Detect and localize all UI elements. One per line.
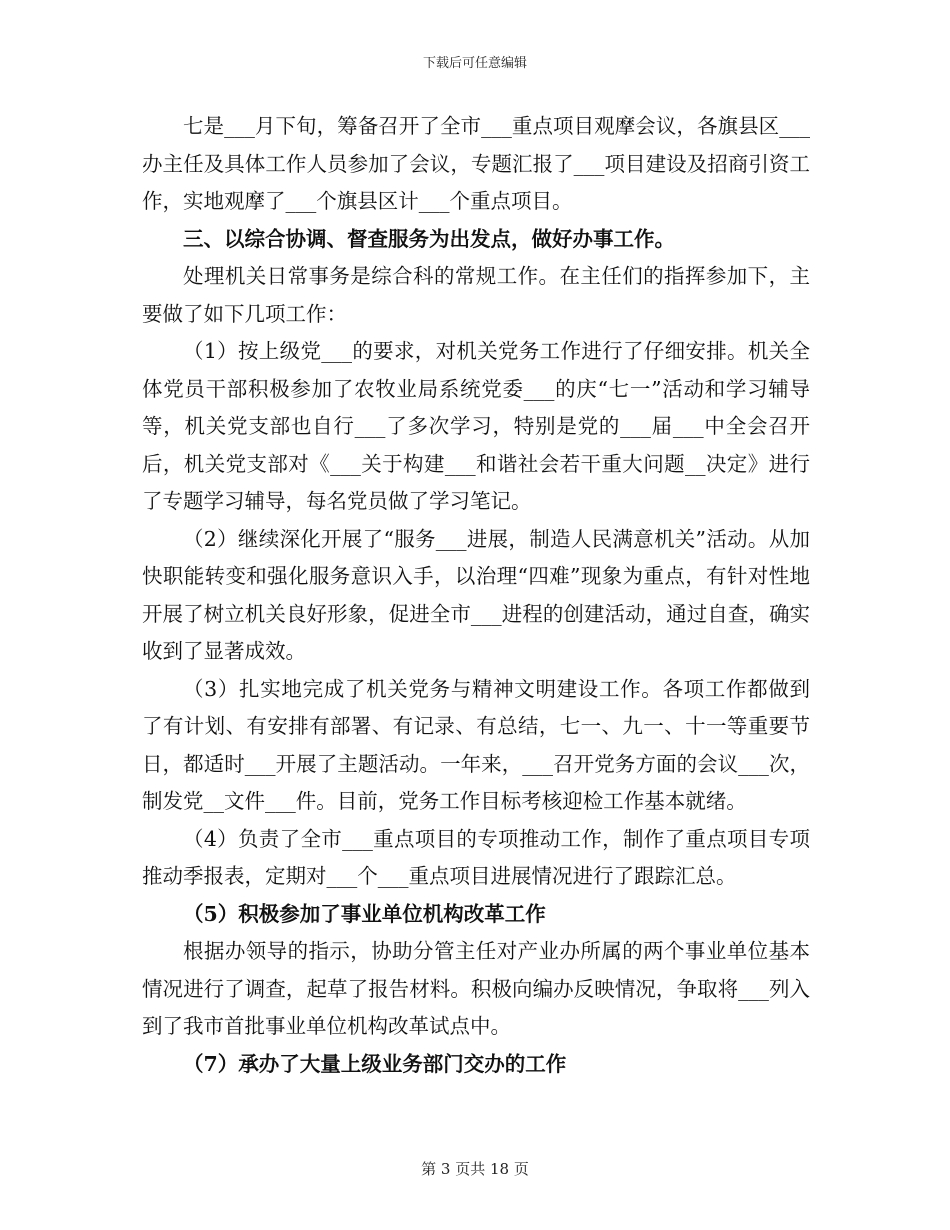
paragraph-item-7: 七是___月下旬，筹备召开了全市___重点项目观摩会议，各旗县区___办主任及具体工作人员参加了会议，专题汇报了___项目建设及招商引资工作，实地观摩了___个旗县区计___个重点项目。 bbox=[142, 114, 810, 213]
paragraph-intro: 处理机关日常事务是综合科的常规工作。在主任们的指挥参加下，主要做了如下几项工作： bbox=[142, 264, 810, 326]
page-footer: 第 3 页共 18 页 bbox=[421, 1160, 529, 1178]
page-header: 下载后可任意编辑 bbox=[422, 56, 527, 71]
paragraph-point-1: （1）按上级党___的要求，对机关党务工作进行了仔细安排。机关全体党员干部积极参加了农牧业局系统党委___的庆“七一”活动和学习辅导等，机关党支部也自行___了多次学习，特别是党的___届___中全会召开后，机关党支部对《___关于构建___和谐社会若干重大问题__决定》进行了专题学习辅导，每名党员做了学习笔记。 bbox=[142, 339, 810, 513]
paragraph-point-5-body: 根据办领导的指示，协助分管主任对产业办所属的两个事业单位基本情况进行了调查，起草了报告材料。积极向编办反映情况，争取将___列入到了我市首批事业单位机构改革试点中。 bbox=[142, 939, 810, 1038]
document-body bbox=[142, 108, 810, 1083]
paragraph-point-3: （3）扎实地完成了机关党务与精神文明建设工作。各项工作都做到了有计划、有安排有部署、有记录、有总结，七一、九一、十一等重要节日，都适时___开展了主题活动。一年来，___召开党务方面的会议___次，制发党__文件___件。目前，党务工作目标考核迎检工作基本就绪。 bbox=[142, 676, 810, 813]
paragraph-point-4: （4）负责了全市___重点项目的专项推动工作，制作了重点项目专项推动季报表，定期对___个___重点项目进展情况进行了跟踪汇总。 bbox=[142, 826, 810, 888]
subheading-point-7: （7）承办了大量上级业务部门交办的工作 bbox=[183, 1051, 567, 1076]
section-heading-3: 三、以综合协调、督查服务为出发点，做好办事工作。 bbox=[183, 226, 675, 251]
subheading-point-5: （5）积极参加了事业单位机构改革工作 bbox=[183, 901, 546, 926]
paragraph-point-2: （2）继续深化开展了“服务___进展，制造人民满意机关”活动。从加快职能转变和强化服务意识入手，以治理“四难”现象为重点，有针对性地开展了树立机关良好形象，促进全市___进程的创建活动，通过自查，确实收到了显著成效。 bbox=[142, 526, 810, 663]
